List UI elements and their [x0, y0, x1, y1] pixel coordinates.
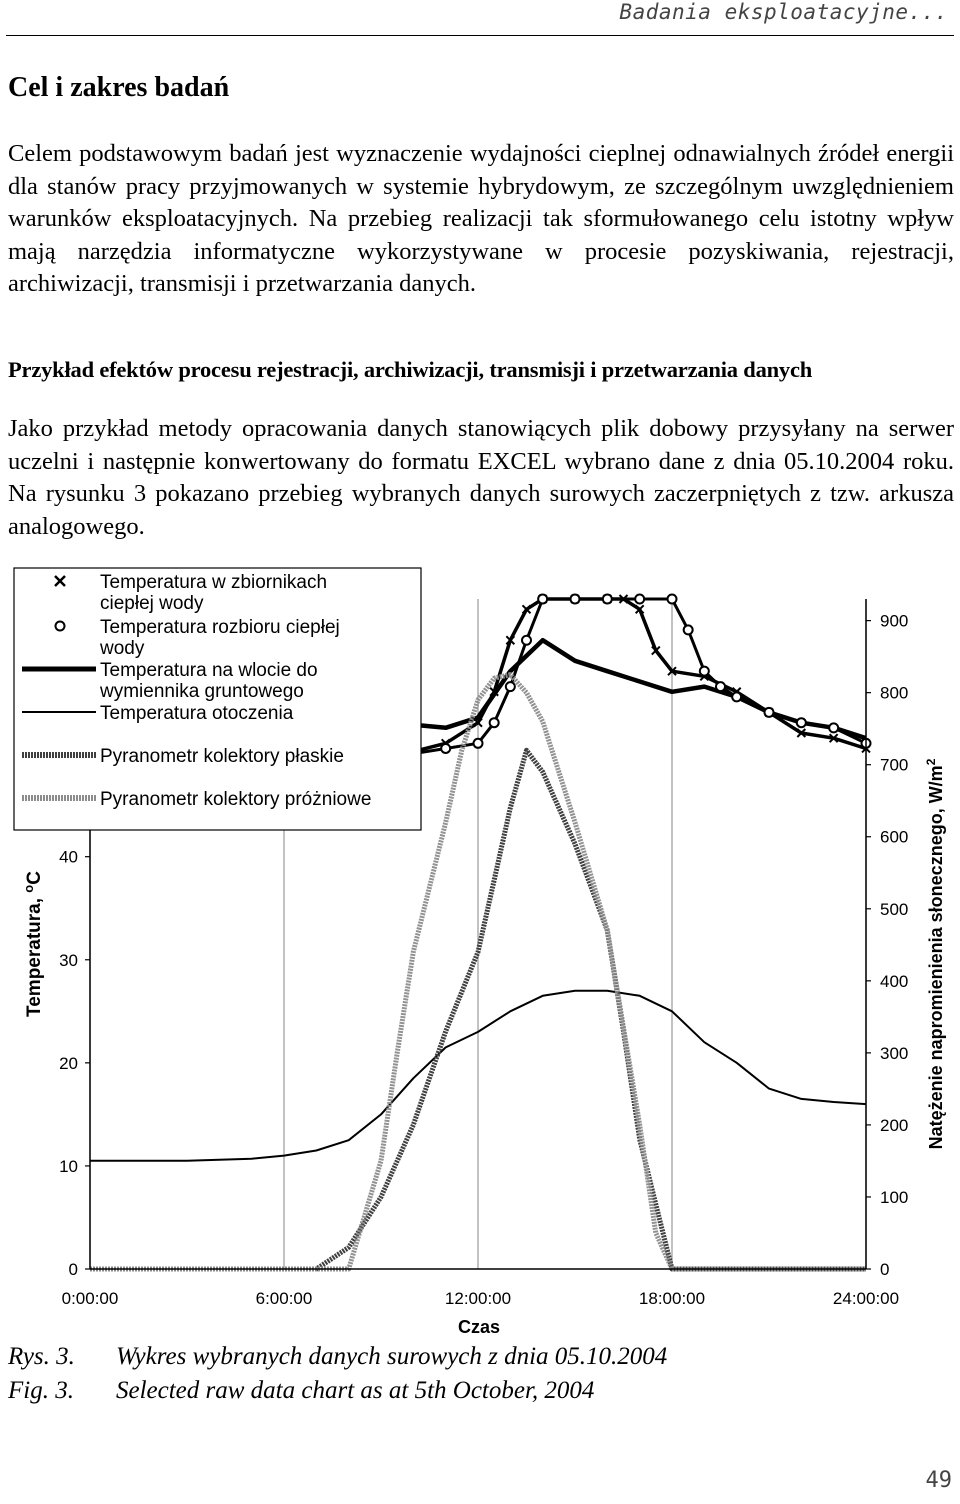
series-2-marker — [490, 718, 499, 727]
series-2-marker — [716, 682, 725, 691]
figure-caption-pl-text: Wykres wybranych danych surowych z dnia 05.10.2004 — [116, 1343, 668, 1370]
x-tick-label: 12:00:00 — [444, 1289, 512, 1308]
chart-legend — [14, 568, 421, 830]
series-2-marker — [635, 595, 644, 604]
y-right-tick-label: 500 — [880, 899, 909, 919]
y-left-tick-label: 30 — [59, 950, 78, 970]
legend-label-3 — [99, 660, 318, 702]
series-2-marker — [765, 708, 774, 717]
legend-label-line: ciepłej wody — [100, 593, 204, 614]
page-number: 49 — [925, 1468, 952, 1493]
y-right-tick-label: 300 — [880, 1043, 909, 1063]
legend-label-line: wymiennika gruntowego — [100, 681, 304, 702]
x-tick-label: 0:00:00 — [61, 1289, 119, 1308]
x-tick-label: 24:00:00 — [832, 1289, 900, 1308]
series-2-marker — [474, 739, 483, 748]
series-2-marker — [538, 595, 547, 604]
series-2-marker — [603, 595, 612, 604]
legend-label-5: Pyranometr kolektory płaskie — [100, 746, 344, 767]
series-2-marker — [441, 744, 450, 753]
series-2-marker — [684, 625, 693, 634]
body-paragraph-2: Jako przykład metody opracowania danych stanowiących plik dobowy przysyłany na serwer uczelni i następnie konwertowany do formatu EXCEL wybrano dane z dnia 05.10.2004 roku. Na rysunku 3 pokazano przebieg wybranych danych surowych zaczerpniętych z tzw. arkusza analogowego. — [8, 415, 954, 540]
y-axis-left-label: Temperatura, $^o$C — [21, 871, 45, 1017]
legend-label-line: Temperatura w zbiornikach — [100, 572, 328, 593]
legend-symbol-2 — [56, 622, 65, 631]
y-right-tick-label: 100 — [880, 1187, 909, 1207]
legend-label-line: Temperatura rozbioru ciepłej — [100, 617, 340, 638]
figure-caption-pl — [8, 1343, 667, 1371]
x-tick-label: 6:00:00 — [255, 1289, 313, 1308]
y-right-tick-label: 700 — [880, 755, 909, 775]
x-axis-label: Czas — [457, 1317, 501, 1337]
figure-caption-en-text: Selected raw data chart as at 5th October, 2004 — [116, 1377, 595, 1404]
y-right-tick-label: 0 — [880, 1260, 890, 1279]
y-right-tick-label: 200 — [880, 1115, 909, 1135]
y-left-tick-label: 10 — [59, 1156, 78, 1176]
figure-caption-en — [8, 1377, 594, 1405]
y-left-tick-label: 0 — [68, 1260, 78, 1279]
y-right-tick-label: 600 — [880, 827, 909, 847]
y-right-tick-label: 800 — [880, 683, 909, 703]
squared-unit: 2 — [924, 758, 938, 766]
legend-label-6: Pyranometr kolektory próżniowe — [100, 789, 372, 810]
section-title: Cel i zakres badań — [8, 72, 230, 103]
header-divider — [6, 35, 954, 36]
subheading: Przykład efektów procesu rejestracji, archiwizacji, transmisji i przetwarzania danych — [8, 357, 813, 382]
y-right-tick-label: 900 — [880, 611, 909, 631]
series-2-marker — [571, 595, 580, 604]
figure-label-pl: Rys. 3. — [8, 1343, 75, 1370]
series-2-marker — [797, 718, 806, 727]
series-2-marker — [700, 667, 709, 676]
legend-label-4: Temperatura otoczenia — [100, 703, 294, 724]
celsius-unit: C — [24, 871, 45, 885]
y-right-tick-label: 400 — [880, 971, 909, 991]
series-2-marker — [829, 723, 838, 732]
series-2-marker — [506, 682, 515, 691]
legend-label-line: Temperatura na wlocie do — [100, 660, 318, 681]
y-left-tick-label: 40 — [59, 847, 78, 867]
x-tick-label: 18:00:00 — [638, 1289, 706, 1308]
raw-data-chart — [0, 556, 960, 1342]
figure-label-en: Fig. 3. — [8, 1377, 74, 1404]
running-header: Badania eksploatacyjne... — [619, 0, 948, 24]
degree-unit: o — [21, 884, 36, 893]
y-axis-right-label: Natężenie napromienienia słonecznego, $W/m^2$ — [924, 758, 946, 1150]
body-paragraph-1: Celem podstawowym badań jest wyznaczenie wydajności cieplnej odnawialnych źródeł energii dla stanów pracy przyjmowanych w systemie hybrydowym, ze szczególnym uwzględnieniem warunków eksploatacyjnych. Na przebieg realizacji tak sformułowanego celu istotny wpływ mają narzędzia informatyczne wykorzystywane w procesie pozyskiwania, rejestracji, archiwizacji, transmisji i przetwarzania danych. — [8, 140, 954, 297]
series-2-marker — [522, 636, 531, 645]
series-2-marker — [732, 692, 741, 701]
series-2-marker — [668, 595, 677, 604]
legend-label-line: wody — [100, 638, 145, 659]
y-left-tick-label: 20 — [59, 1053, 78, 1073]
